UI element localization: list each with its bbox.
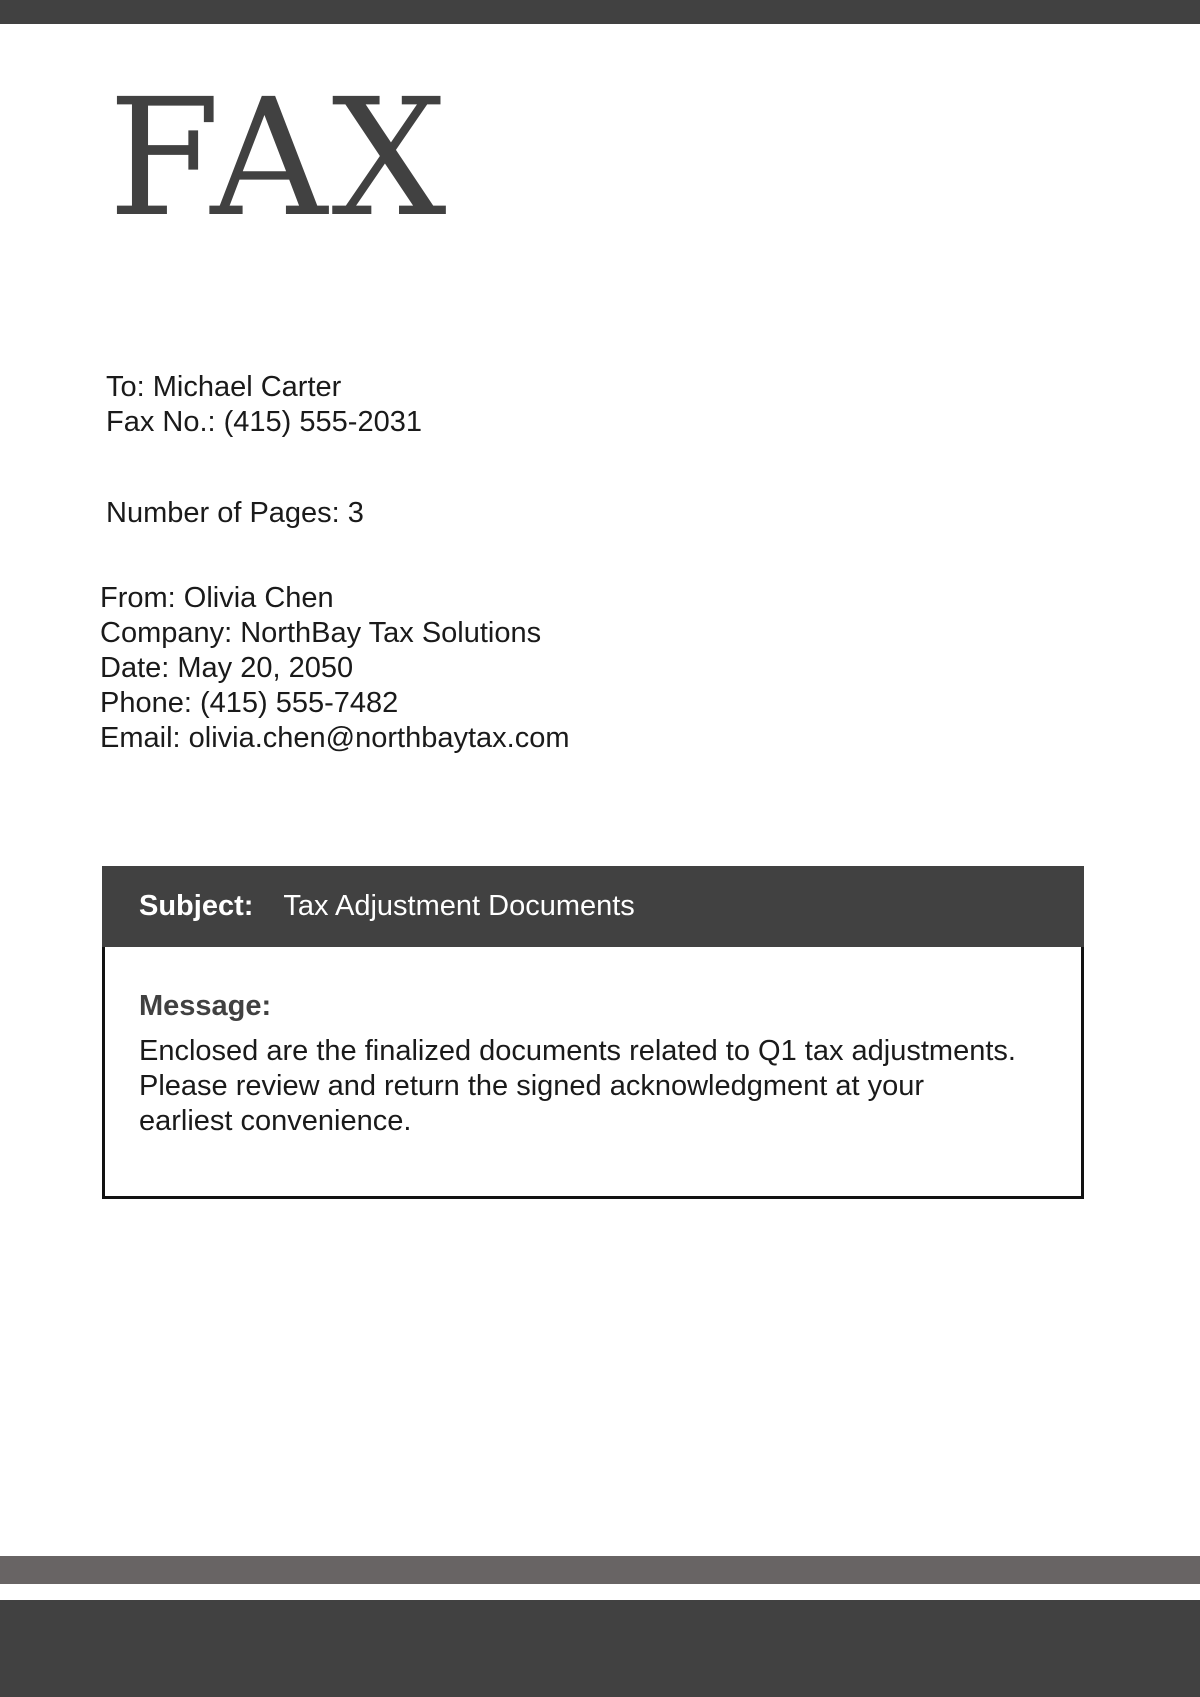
footer-stripe: [0, 1556, 1200, 1584]
from-line: From: Olivia Chen: [100, 582, 334, 614]
date-line: Date: May 20, 2050: [100, 652, 354, 684]
company-line: Company: NorthBay Tax Solutions: [100, 617, 542, 649]
subject-value: Tax Adjustment Documents: [283, 890, 635, 922]
sender-block: [100, 581, 569, 756]
pages-block: [106, 496, 364, 531]
to-line: To: Michael Carter: [106, 371, 342, 403]
fax-number-line: Fax No.: (415) 555-2031: [106, 406, 422, 438]
email-line: Email: olivia.chen@northbaytax.com: [100, 722, 570, 754]
recipient-block: [106, 370, 422, 440]
subject-header: [102, 866, 1084, 947]
fax-title: FAX: [108, 65, 451, 253]
subject-label: Subject:: [139, 890, 254, 922]
top-bar: [0, 0, 1200, 24]
number-of-pages-line: Number of Pages: 3: [106, 497, 364, 529]
footer-bar: [0, 1600, 1200, 1697]
phone-line: Phone: (415) 555-7482: [100, 687, 399, 719]
message-body: Enclosed are the finalized documents related to Q1 tax adjustments. Please review and return the signed acknowledgment at your earliest convenience.: [139, 1035, 1016, 1137]
message-label: Message:: [139, 990, 272, 1022]
